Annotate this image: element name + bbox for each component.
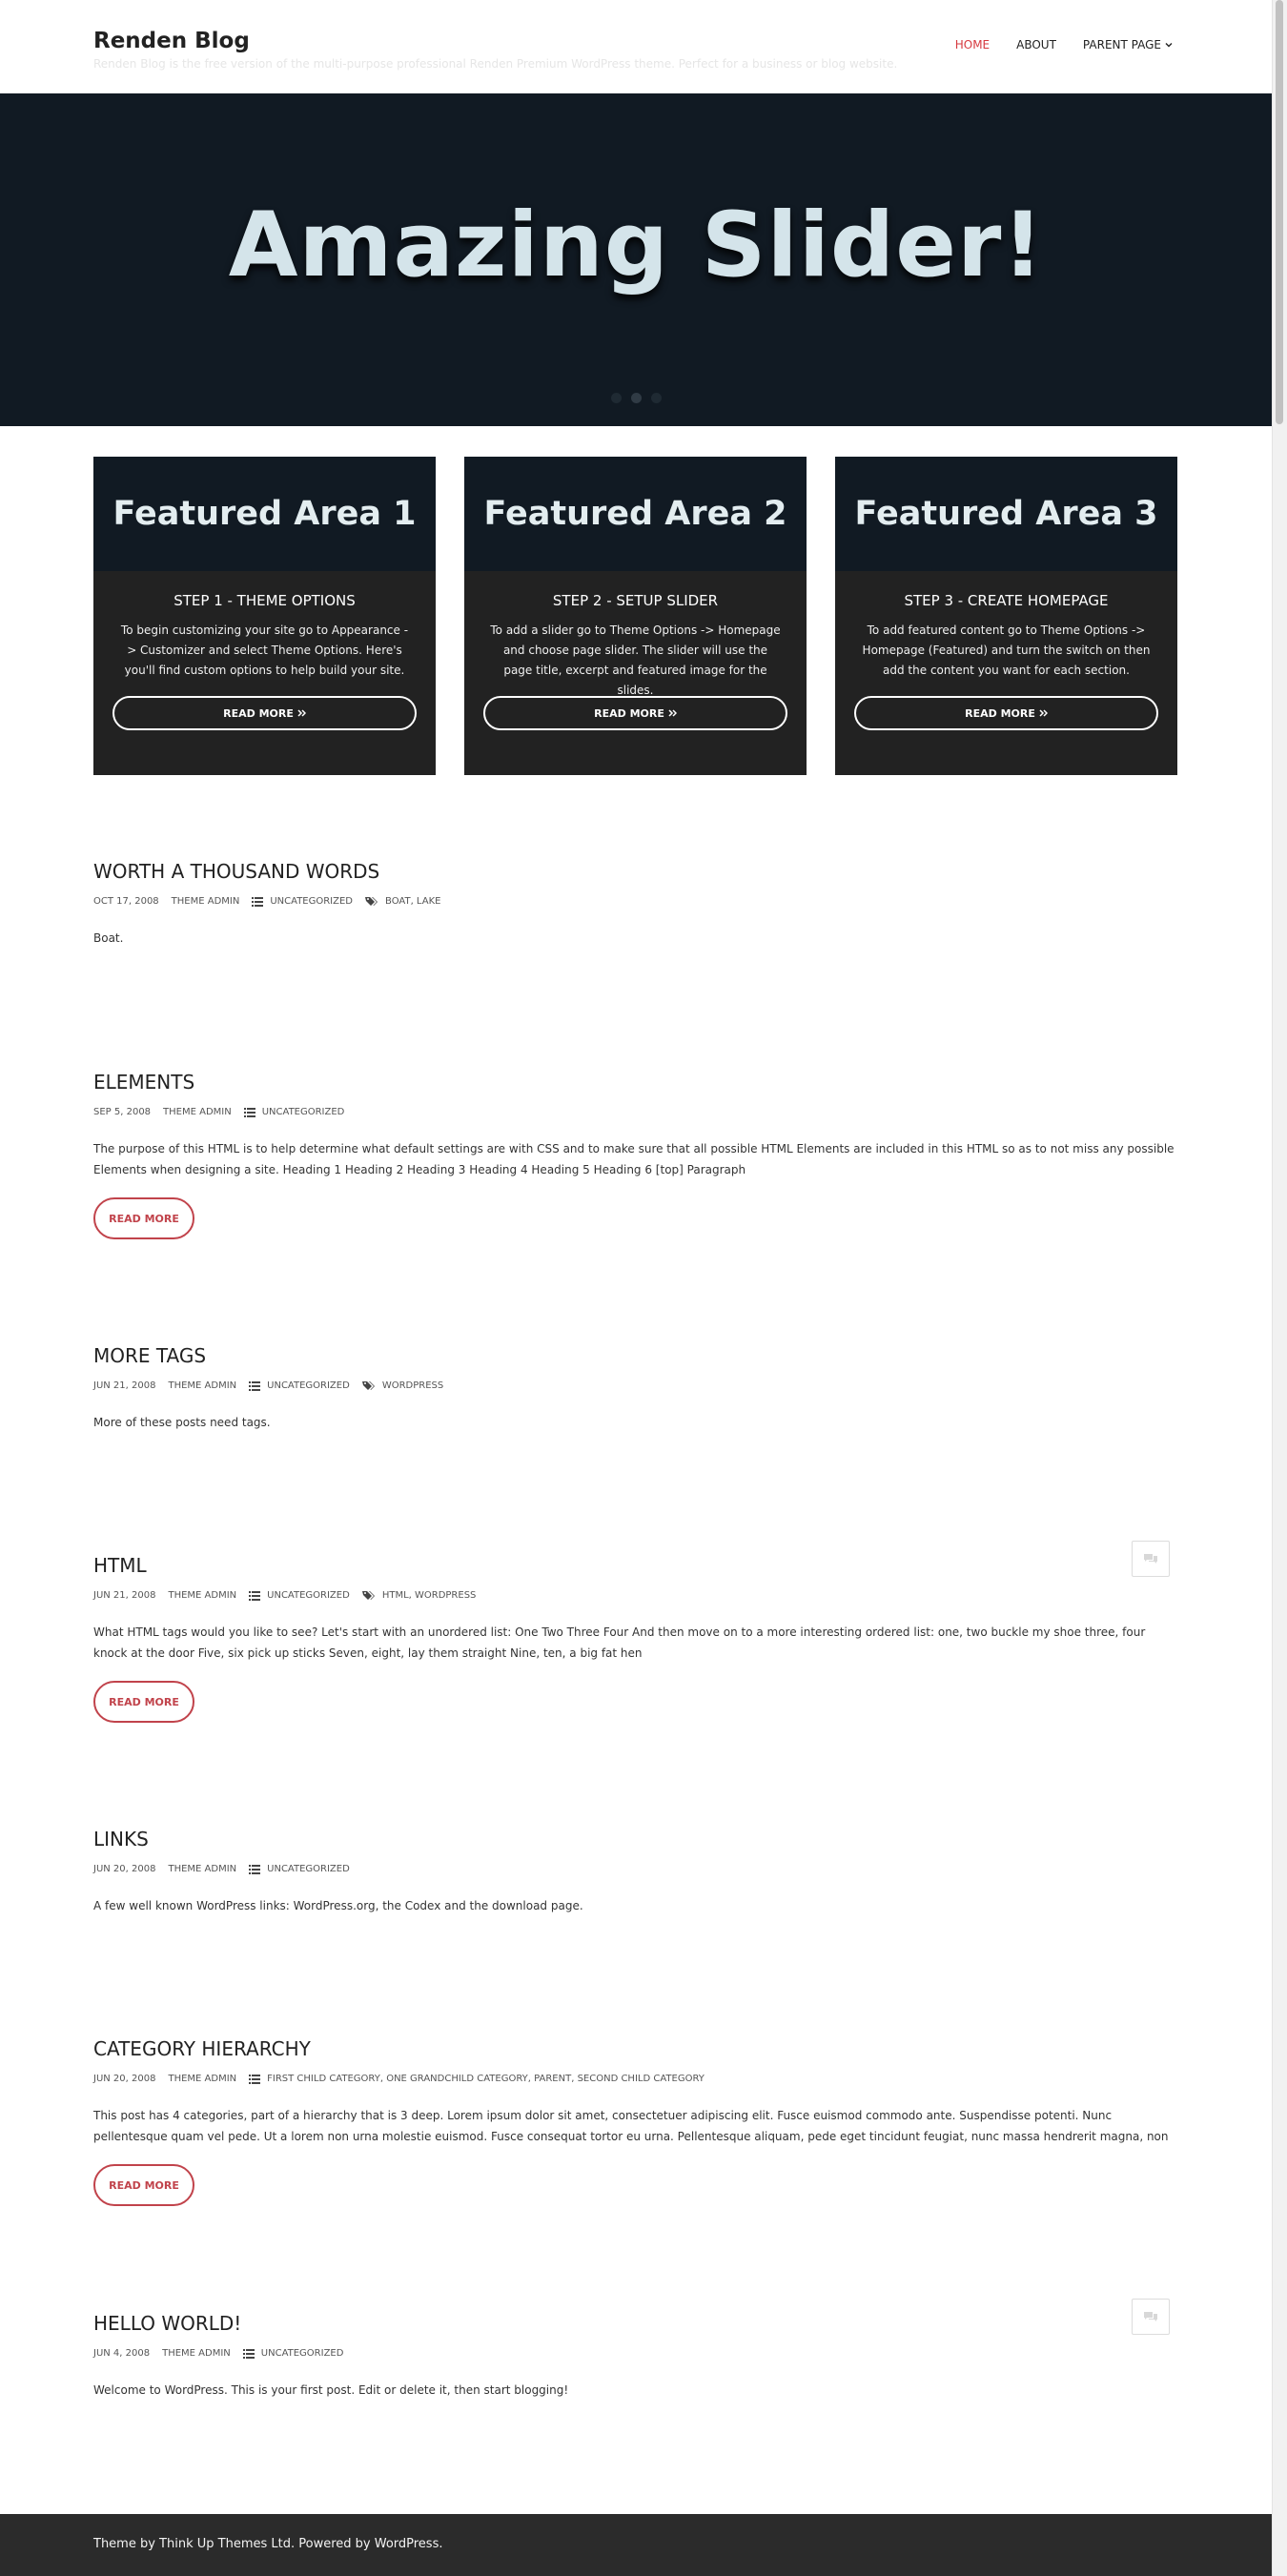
post-meta: [93, 1380, 1175, 1391]
post-categories[interactable]: UNCATEGORIZED: [267, 1590, 350, 1601]
double-chevron-right-icon: [668, 709, 677, 717]
post-date[interactable]: JUN 20, 2008: [93, 2074, 156, 2084]
featured-read-more-button[interactable]: [854, 696, 1158, 730]
post-author[interactable]: THEME ADMIN: [168, 2074, 237, 2084]
hero-slider: [0, 93, 1273, 426]
button-label: READ MORE: [223, 706, 294, 720]
post: [93, 1828, 1175, 1916]
read-more-button[interactable]: READ MORE: [93, 1681, 194, 1723]
post-date[interactable]: JUN 20, 2008: [93, 1864, 156, 1874]
post-meta: [93, 2074, 1175, 2084]
featured-image-title[interactable]: Featured Area 3: [835, 457, 1177, 571]
featured-read-more-button[interactable]: [483, 696, 787, 730]
read-more-button[interactable]: READ MORE: [93, 1197, 194, 1239]
nav-item-parent-page[interactable]: [1083, 38, 1173, 51]
site-description: Renden Blog is the free version of the multi-purpose professional Renden Premium WordPress theme. Perfect for a business or blog website.: [93, 57, 898, 71]
featured-text: To add featured content go to Theme Options -> Homepage (Featured) and turn the switch on then add the content you want for each section.: [862, 624, 1151, 677]
post-meta: [93, 1864, 1175, 1874]
comment-icon: [1143, 1553, 1158, 1565]
post-meta: [93, 1107, 1175, 1117]
featured-image-title[interactable]: Featured Area 1: [93, 457, 436, 571]
post-title[interactable]: HTML: [93, 1554, 147, 1577]
post-meta: [93, 896, 1175, 907]
chevron-down-icon: [1165, 41, 1173, 49]
post: [93, 1554, 1175, 1723]
post-tags[interactable]: HTML, WORDPRESS: [381, 1590, 477, 1601]
post: [93, 2312, 1175, 2401]
post-meta: [93, 2348, 1175, 2359]
site-title[interactable]: Renden Blog: [93, 29, 250, 53]
nav-item-about[interactable]: [1016, 38, 1056, 51]
featured-image-title[interactable]: Featured Area 2: [464, 457, 807, 571]
nav-item-home[interactable]: [955, 38, 990, 51]
post-categories[interactable]: UNCATEGORIZED: [267, 1380, 350, 1391]
post-excerpt: Boat.: [93, 931, 124, 945]
post-categories[interactable]: FIRST CHILD CATEGORY, ONE GRANDCHILD CATEGORY, PARENT, SECOND CHILD CATEGORY: [267, 2074, 705, 2084]
post: [93, 860, 1175, 949]
slider-dot[interactable]: [611, 393, 622, 403]
featured-row: [93, 457, 1178, 775]
list-icon: [244, 1108, 255, 1117]
post-categories[interactable]: UNCATEGORIZED: [260, 2348, 344, 2359]
nav-item-label: PARENT PAGE: [1082, 38, 1161, 51]
featured-area-3: [835, 457, 1177, 775]
site-footer: [0, 2514, 1273, 2576]
featured-heading: STEP 1 - THEME OPTIONS: [174, 592, 356, 609]
featured-text: To add a slider go to Theme Options -> Homepage and choose page slider. The slider will use the page title, excerpt and featured image for the slides.: [490, 624, 781, 697]
list-icon: [249, 1381, 260, 1391]
list-icon: [249, 1591, 260, 1601]
post-categories[interactable]: UNCATEGORIZED: [267, 1864, 350, 1874]
featured-heading: STEP 2 - SETUP SLIDER: [552, 592, 719, 609]
post-date[interactable]: OCT 17, 2008: [93, 896, 159, 907]
post-excerpt: This post has 4 categories, part of a hierarchy that is 3 deep. Lorem ipsum dolor sit amet, consectetuer adipiscing elit. Fusce euismod commodo ante. Suspendisse potenti. Nunc pellentesque quam vel pede. Ut a lorem non urna molestie euismod. Fusce consequat tortor eu urna. Pellentesque aliquam, pede eget tincidunt feugiat, nunc massa hendrerit magna, non: [93, 2109, 1169, 2143]
post-categories[interactable]: UNCATEGORIZED: [261, 1107, 345, 1117]
double-chevron-right-icon: [297, 709, 306, 717]
post-title[interactable]: MORE TAGS: [93, 1344, 207, 1367]
main-nav: [955, 38, 1173, 51]
slider-title: Amazing Slider!: [228, 194, 1045, 297]
read-more-button[interactable]: READ MORE: [93, 2164, 194, 2206]
post-author[interactable]: THEME ADMIN: [168, 1380, 237, 1391]
post-tags[interactable]: BOAT, LAKE: [385, 896, 441, 907]
post-excerpt: Welcome to WordPress. This is your first post. Edit or delete it, then start blogging!: [93, 2383, 569, 2397]
comment-count-badge[interactable]: [1132, 2299, 1170, 2335]
post-excerpt: A few well known WordPress links: WordPress.org, the Codex and the download page.: [93, 1899, 583, 1912]
button-label: READ MORE: [965, 706, 1035, 720]
post-excerpt: The purpose of this HTML is to help determine what default settings are with CSS and to make sure that all possible HTML Elements are included in this HTML so as to not miss any possible Elements when designing a site. Heading 1 Heading 2 Heading 3 Heading 4 Heading 5 Heading 6 [top] Paragraph: [93, 1142, 1175, 1176]
post-excerpt: What HTML tags would you like to see? Let's start with an unordered list: One Two Three Four And then move on to a more interesting ordered list: one, two buckle my shoe three, four knock at the door Five, six pick up sticks Seven, eight, lay them straight Nine, ten, a big fat hen: [93, 1625, 1146, 1660]
site-header: [0, 0, 1273, 93]
post-excerpt: More of these posts need tags.: [93, 1416, 271, 1429]
post-date[interactable]: JUN 4, 2008: [93, 2348, 151, 2359]
post-title[interactable]: LINKS: [93, 1828, 149, 1850]
list-icon: [243, 2349, 255, 2359]
post-date[interactable]: JUN 21, 2008: [93, 1590, 156, 1601]
post-title[interactable]: WORTH A THOUSAND WORDS: [93, 860, 380, 883]
featured-area-1: [93, 457, 436, 775]
post-meta: [93, 1590, 1175, 1601]
nav-item-label: ABOUT: [1016, 38, 1056, 51]
list-icon: [249, 1865, 260, 1874]
list-icon: [252, 897, 263, 907]
post-author[interactable]: THEME ADMIN: [168, 1864, 237, 1874]
scrollbar-thumb[interactable]: [1276, 0, 1283, 424]
tags-icon: [362, 1380, 376, 1391]
post-date[interactable]: SEP 5, 2008: [93, 1107, 152, 1117]
post: [93, 1071, 1175, 1239]
footer-credits[interactable]: Theme by Think Up Themes Ltd. Powered by WordPress.: [93, 2537, 443, 2551]
post: [93, 1344, 1175, 1433]
post-tags[interactable]: WORDPRESS: [381, 1380, 444, 1391]
slider-dot-active[interactable]: [631, 393, 642, 403]
comment-icon: [1143, 2311, 1158, 2323]
post-author[interactable]: THEME ADMIN: [171, 896, 240, 907]
nav-item-label: HOME: [954, 38, 991, 51]
post-author[interactable]: THEME ADMIN: [168, 1590, 237, 1601]
comment-count-badge[interactable]: [1132, 1541, 1170, 1577]
post-author[interactable]: THEME ADMIN: [162, 2348, 231, 2359]
post-title[interactable]: HELLO WORLD!: [93, 2312, 242, 2335]
post: [93, 2037, 1175, 2206]
tags-icon: [362, 1590, 376, 1601]
featured-area-2: [464, 457, 807, 775]
double-chevron-right-icon: [1039, 709, 1048, 717]
featured-heading: STEP 3 - CREATE HOMEPAGE: [904, 592, 1109, 609]
post-date[interactable]: JUN 21, 2008: [93, 1380, 156, 1391]
featured-read-more-button[interactable]: [112, 696, 417, 730]
slider-dots: [0, 393, 1273, 403]
post-author[interactable]: THEME ADMIN: [163, 1107, 232, 1117]
list-icon: [249, 2075, 260, 2084]
slider-dot[interactable]: [651, 393, 662, 403]
page-scrollbar[interactable]: [1272, 0, 1287, 2576]
post-categories[interactable]: UNCATEGORIZED: [270, 896, 354, 907]
post-title[interactable]: CATEGORY HIERARCHY: [93, 2037, 311, 2060]
tags-icon: [365, 896, 378, 907]
featured-text: To begin customizing your site go to Appearance -> Customizer and select Theme Options. Here's you'll find custom options to help build your site.: [120, 624, 409, 677]
button-label: READ MORE: [594, 706, 664, 720]
post-title[interactable]: ELEMENTS: [93, 1071, 195, 1094]
